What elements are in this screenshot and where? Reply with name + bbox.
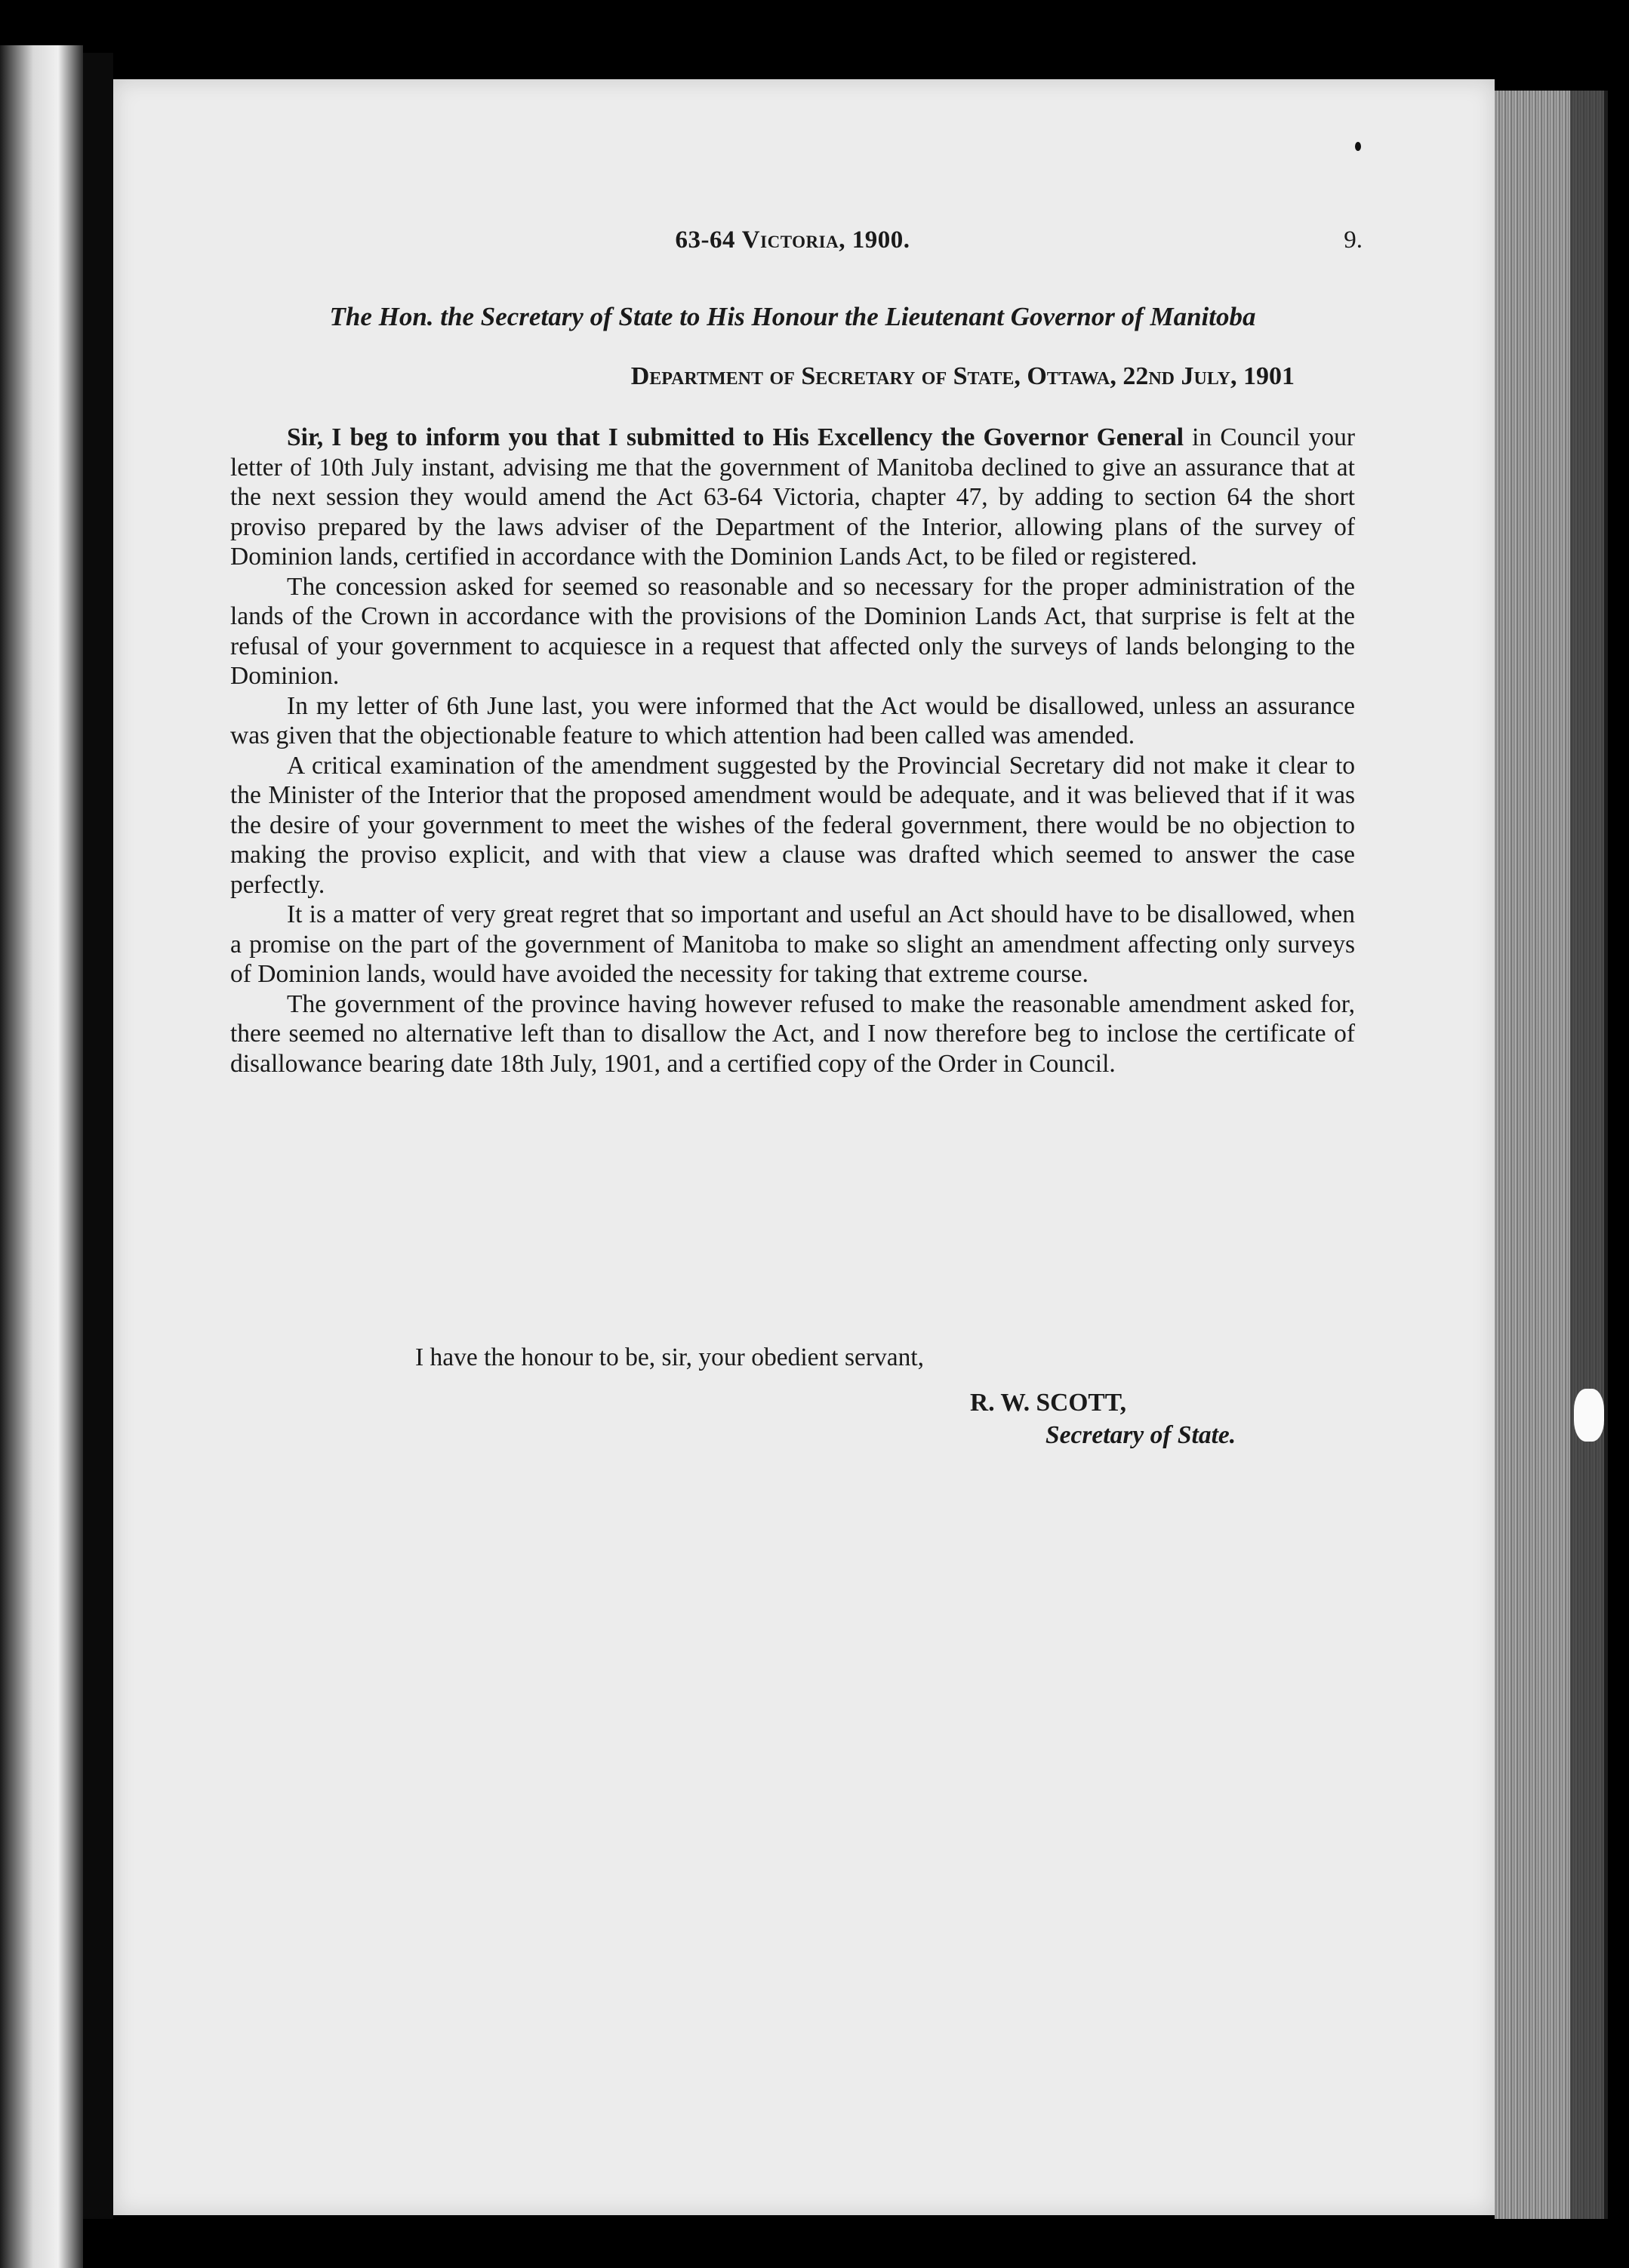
right-binding-shadow bbox=[1570, 91, 1608, 2219]
signer-name: R. W. SCOTT, bbox=[970, 1389, 1126, 1417]
paragraph: In my letter of 6th June last, you were informed that the Act would be disallowed, unless an assurance was given that the objectionable feature to which attention had been called was amended. bbox=[230, 691, 1355, 749]
letter-addressee: The Hon. the Secretary of State to His Honour the Lieutenant Governor of Manitoba bbox=[329, 302, 1256, 331]
paragraph-lead: Sir, I beg to inform you that I submitted to His Excellency the Governor General bbox=[287, 423, 1184, 451]
paragraph: The concession asked for seemed so reasonable and so necessary for the proper administration of the lands of the Crown in accordance with the provisions of the Dominion Lands Act, that surprise is felt at the refusal of your government to acquiesce in a request that affected only the surveys of lands belonging to the Dominion. bbox=[230, 572, 1355, 690]
page-number: 9. bbox=[1344, 226, 1363, 254]
paper-blemish bbox=[1574, 1389, 1604, 1442]
letter-closing: I have the honour to be, sir, your obedient servant, bbox=[415, 1343, 925, 1371]
paragraph: It is a matter of very great regret that so important and useful an Act should have to be disallowed, when a promise on the part of the government of Manitoba to make so slight an amendment affecting only surveys of Dominion lands, would have avoided the necessity for taking that extreme course. bbox=[230, 900, 1355, 988]
letter-body bbox=[230, 423, 1355, 1079]
book-gutter bbox=[83, 53, 113, 2219]
left-page-edge bbox=[0, 45, 83, 2268]
signer-title: Secretary of State. bbox=[1045, 1421, 1236, 1449]
document-page bbox=[113, 79, 1495, 2215]
running-head-text: 63-64 Victoria, 1900. bbox=[675, 226, 910, 254]
paragraph: Sir, I beg to inform you that I submitted to His Excellency the Governor General in Council your letter of 10th July instant, advising me that the government of Manitoba declined to give an assurance that at the next session they would amend the Act 63-64 Victoria, chapter 47, by adding to section 64 the short proviso prepared by the laws adviser of the Department of the Interior, allowing plans of the survey of Dominion lands, certified in accordance with the Dominion Lands Act, to be filed or registered. bbox=[230, 423, 1355, 571]
paragraph: A critical examination of the amendment suggested by the Provincial Secretary did not make it clear to the Minister of the Interior that the proposed amendment would be adequate, and it was believed that if it was the desire of your government to meet the wishes of the federal government, there would be no objection to making the proviso explicit, and with that view a clause was drafted which seemed to answer the case perfectly. bbox=[230, 751, 1355, 899]
ink-speck bbox=[1355, 142, 1361, 151]
paragraph: The government of the province having however refused to make the reasonable amendment asked for, there seemed no alternative left than to disallow the Act, and I now therefore beg to inclose the certificate of disallowance bearing date 18th July, 1901, and a certified copy of the Order in Council. bbox=[230, 989, 1355, 1078]
running-head bbox=[230, 226, 1363, 264]
letter-dateline: Department of Secretary of State, Ottawa, 22nd July, 1901 bbox=[630, 362, 1295, 390]
